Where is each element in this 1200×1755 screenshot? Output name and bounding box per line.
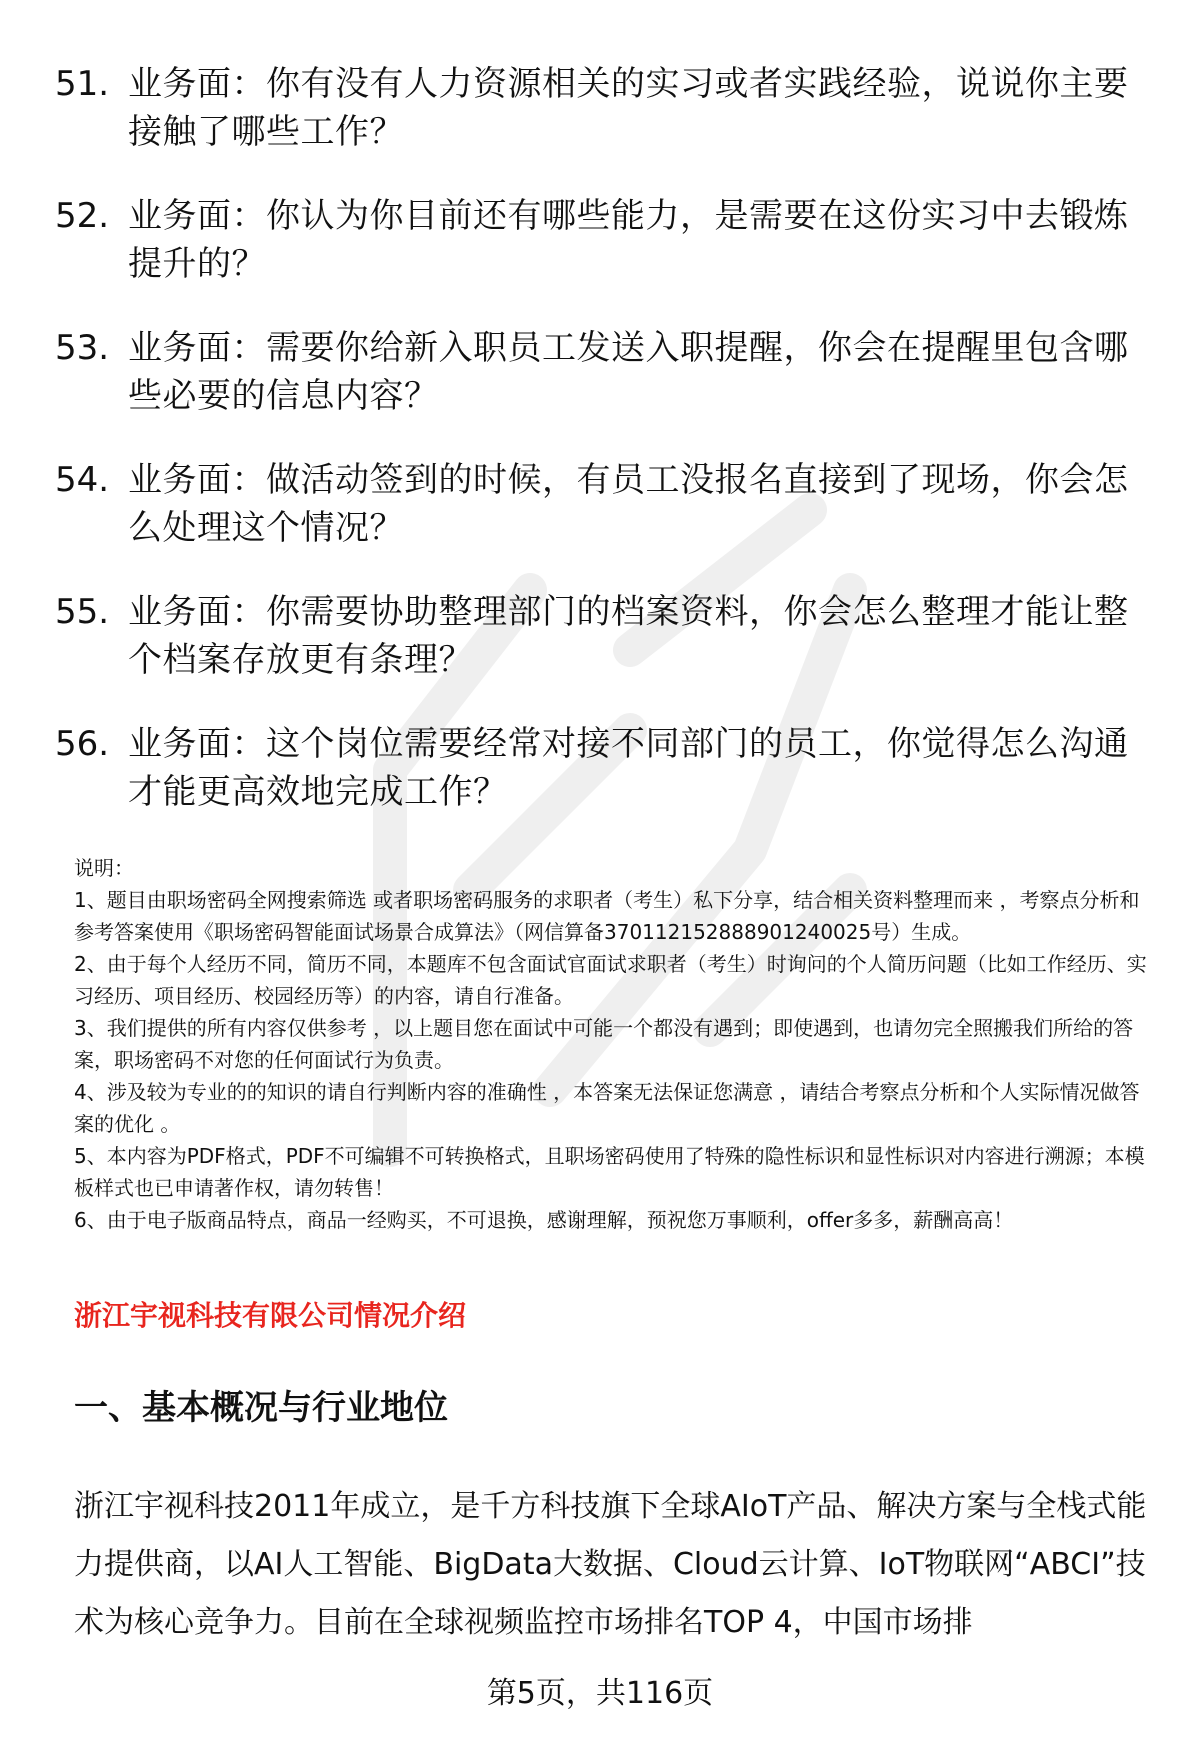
question-item [0,60,1200,192]
note-item: 3、我们提供的所有内容仅供参考 ，以上题目您在面试中可能一个都没有遇到；即使遇到，也请勿完全照搬我们所给的答案，职场密码不对您的任何面试行为负责。 [74,1016,1134,1072]
page-footer: 第5页，共116页 [486,1676,714,1711]
question-item [0,324,1200,456]
question-number: 52. [55,196,110,236]
question-list [0,60,1200,852]
question-number: 54. [55,460,110,500]
question-number: 55. [55,592,110,632]
disclaimer-notes [74,852,1154,1236]
note-item: 6、由于电子版商品特点，商品一经购买，不可退换，感谢理解，预祝您万事顺利，offer多多，薪酬高高！ [74,1208,1014,1232]
question-item [0,588,1200,720]
question-item [0,192,1200,324]
question-item [0,720,1200,852]
note-item: 5、本内容为PDF格式，PDF不可编辑不可转换格式，且职场密码使用了特殊的隐性标识和显性标识对内容进行溯源；本模板样式也已申请著作权，请勿转售！ [74,1144,1145,1200]
note-item: 1、题目由职场密码全网搜索筛选 或者职场密码服务的求职者（考生）私下分享，结合相关资料整理而来 ，考察点分析和参考答案使用《职场密码智能面试场景合成算法》（网信算备370112152888901240025号）生成。 [74,888,1140,944]
question-text: 业务面：你认为你目前还有哪些能力，是需要在这份实习中去锻炼提升的？ [128,196,1129,284]
note-item: 4、涉及较为专业的的知识的请自行判断内容的准确性 ，本答案无法保证您满意 ，请结合考察点分析和个人实际情况做答案的优化 。 [74,1080,1140,1136]
question-text: 业务面：你有没有人力资源相关的实习或者实践经验，说说你主要接触了哪些工作？ [128,64,1129,152]
question-item [0,456,1200,588]
question-text: 业务面：这个岗位需要经常对接不同部门的员工，你觉得怎么沟通才能更高效地完成工作？ [128,724,1129,812]
section-heading: 一、基本概况与行业地位 [74,1388,448,1428]
question-text: 业务面：做活动签到的时候，有员工没报名直接到了现场，你会怎么处理这个情况？ [128,460,1129,548]
note-item: 2、由于每个人经历不同，简历不同，本题库不包含面试官面试求职者（考生）时询问的个人简历问题（比如工作经历、实习经历、项目经历、校园经历等）的内容，请自行准备。 [74,952,1147,1008]
question-number: 56. [55,724,110,764]
company-title: 浙江宇视科技有限公司情况介绍 [74,1299,467,1332]
notes-title: 说明： [74,856,134,880]
body-paragraph: 浙江宇视科技2011年成立，是千方科技旗下全球AIoT产品、解决方案与全栈式能力提供商，以AI人工智能、BigData大数据、Cloud云计算、IoT物联网“ABCI”技术为核心竞争力。目前在全球视频监控市场排名TOP 4，中国市场排 [74,1489,1147,1640]
question-number: 51. [55,64,110,104]
question-text: 业务面：需要你给新入职员工发送入职提醒，你会在提醒里包含哪些必要的信息内容？ [128,328,1129,416]
question-text: 业务面：你需要协助整理部门的档案资料，你会怎么整理才能让整个档案存放更有条理？ [128,592,1129,680]
question-number: 53. [55,328,110,368]
